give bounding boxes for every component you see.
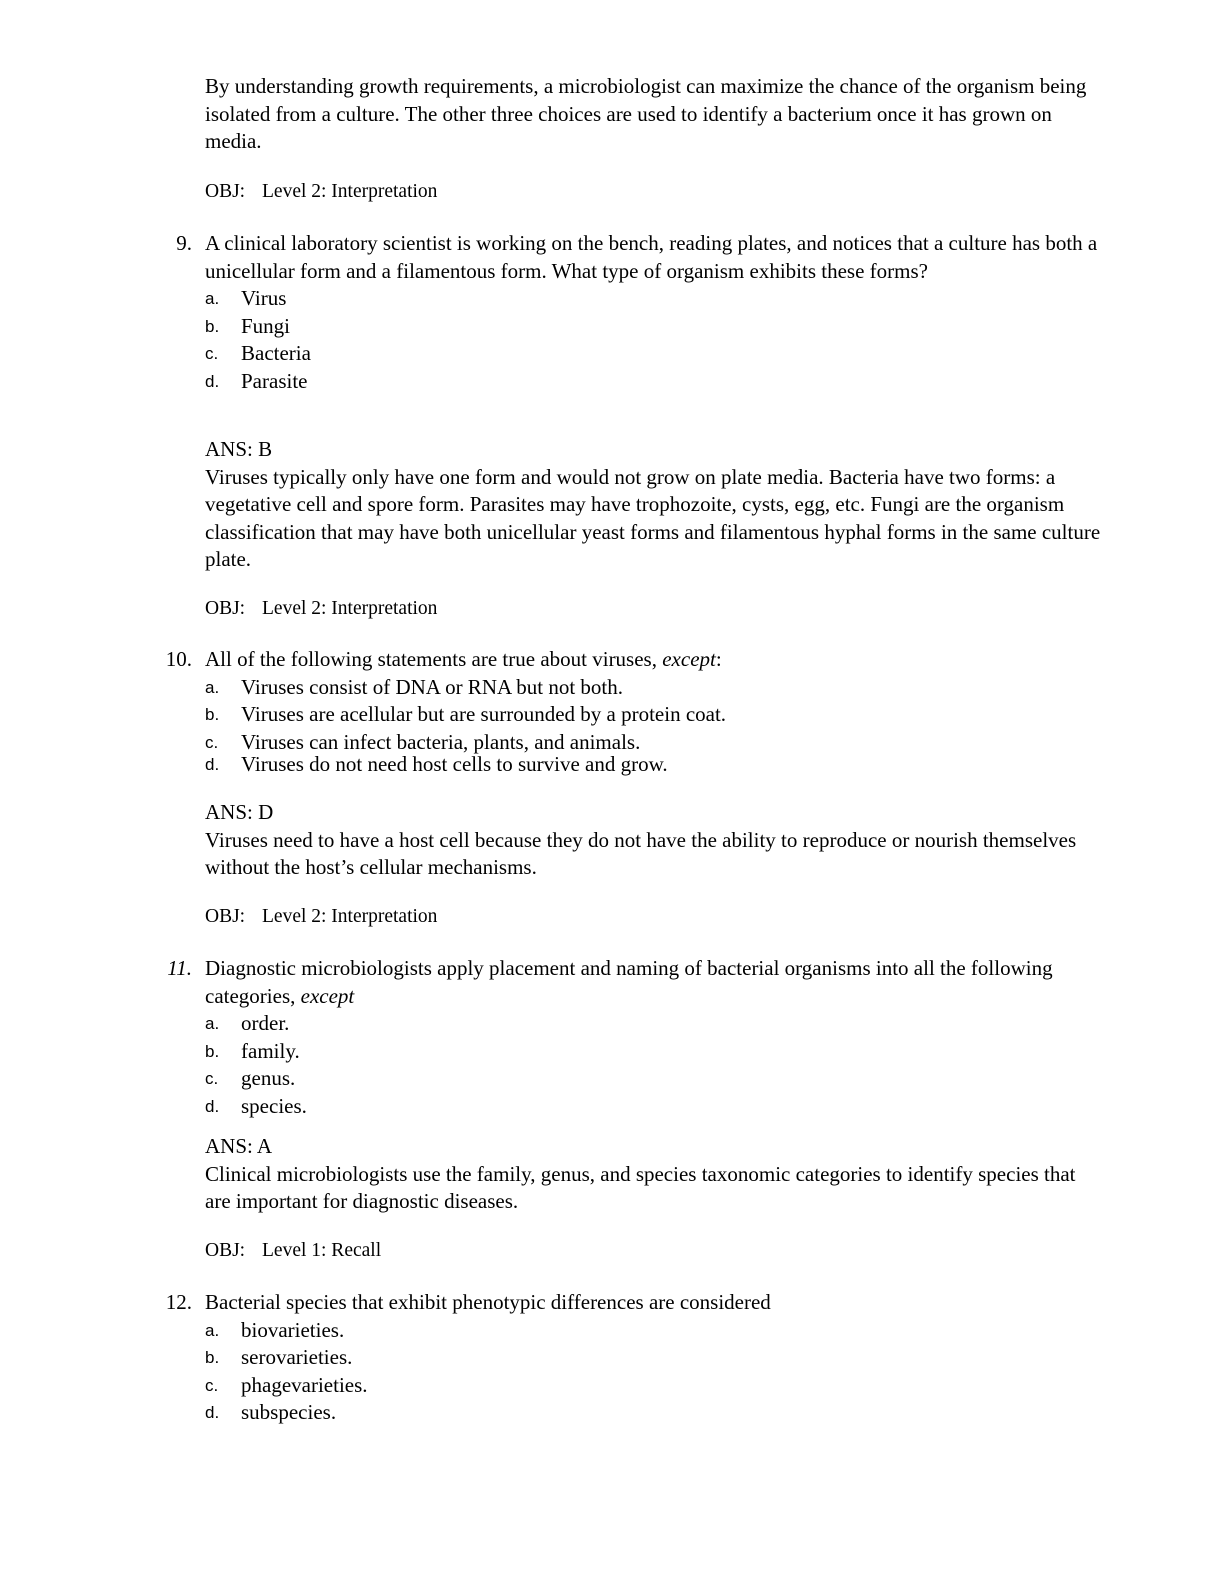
option-text: order.	[241, 1011, 290, 1035]
q10-objective	[205, 903, 437, 931]
option-letter: a.	[205, 1014, 220, 1033]
question-12	[0, 1289, 1120, 1427]
option-letter: b.	[205, 1041, 220, 1061]
option-d	[205, 1399, 1120, 1427]
question-stem	[205, 646, 1105, 674]
stem-emphasis: except	[662, 647, 716, 671]
option-b	[205, 701, 1120, 729]
q10-answer-block	[205, 799, 1105, 882]
q11-answer-block	[205, 1133, 1105, 1216]
stem-text: All of the following statements are true about viruses,	[205, 647, 663, 671]
option-letter: d.	[205, 1096, 220, 1116]
option-c	[205, 340, 1120, 368]
option-d	[205, 368, 1120, 396]
options-list	[205, 1317, 1120, 1427]
question-stem: Bacterial species that exhibit phenotypic differences are considered	[205, 1290, 771, 1314]
question-number: 10.	[165, 647, 192, 671]
option-a	[205, 285, 1120, 313]
option-b	[205, 1038, 1120, 1066]
option-letter: c.	[205, 1069, 219, 1088]
option-letter: b.	[205, 316, 220, 336]
option-text: Viruses can infect bacteria, plants, and animals.	[241, 729, 641, 754]
option-a	[205, 1010, 1120, 1038]
option-text: Viruses do not need host cells to survive and grow.	[241, 751, 668, 776]
obj-value: Level 2: Interpretation	[262, 598, 438, 619]
question-stem: A clinical laboratory scientist is working on the bench, reading plates, and notices that a culture has both a unicellular form and a filamentous form. What type of organism exhibits these forms?	[205, 231, 1098, 283]
option-text: family.	[241, 1038, 300, 1063]
option-text: Parasite	[241, 368, 308, 393]
answer-label: ANS: B	[205, 437, 273, 461]
question-9	[0, 230, 1120, 395]
option-text: Fungi	[241, 313, 291, 338]
q8-explanation: By understanding growth requirements, a microbiologist can maximize the chance of the organism being isolated from a culture. The other three choices are used to identify a bacterium once it has grown on media.	[205, 74, 1087, 153]
question-10	[0, 646, 1120, 778]
option-b	[205, 313, 1120, 341]
option-letter: a.	[205, 677, 220, 697]
option-letter: c.	[205, 344, 219, 363]
option-c	[205, 729, 1120, 754]
options-list	[205, 285, 1120, 395]
obj-value: Level 2: Interpretation	[262, 181, 438, 202]
question-stem	[205, 955, 1105, 1010]
answer-label: ANS: A	[205, 1134, 273, 1158]
obj-value: Level 1: Recall	[262, 1240, 382, 1261]
option-text: genus.	[241, 1066, 296, 1090]
obj-value: Level 2: Interpretation	[262, 906, 438, 927]
option-c	[205, 1372, 1120, 1400]
option-letter: c.	[205, 1375, 219, 1395]
obj-label: OBJ:	[205, 181, 246, 202]
options-list	[205, 674, 1120, 779]
option-letter: a.	[205, 289, 220, 308]
question-11	[0, 955, 1120, 1120]
option-text: Bacteria	[241, 341, 311, 365]
q8-objective	[205, 178, 437, 206]
option-d	[205, 1093, 1120, 1121]
obj-label: OBJ:	[205, 598, 246, 619]
q9-objective	[205, 595, 437, 623]
obj-label: OBJ:	[205, 1240, 246, 1261]
option-text: Viruses consist of DNA or RNA but not both.	[241, 674, 623, 699]
q11-objective	[205, 1237, 381, 1265]
obj-label: OBJ:	[205, 906, 246, 927]
option-text: biovarieties.	[241, 1317, 345, 1342]
option-text: species.	[241, 1093, 307, 1118]
answer-label: ANS: D	[205, 800, 274, 824]
option-letter: d.	[205, 754, 220, 774]
option-a	[205, 674, 1120, 702]
option-b	[205, 1344, 1120, 1372]
option-a	[205, 1317, 1120, 1345]
stem-text: Diagnostic microbiologists apply placement and naming of bacterial organisms into all the following categories,	[205, 956, 1053, 1008]
question-number: 11.	[167, 956, 192, 980]
option-text: Viruses are acellular but are surrounded by a protein coat.	[241, 702, 727, 726]
option-text: serovarieties.	[241, 1345, 353, 1369]
answer-explanation: Clinical microbiologists use the family, genus, and species taxonomic categories to identify species that are important for diagnostic diseases.	[205, 1161, 1076, 1213]
question-number: 12.	[165, 1290, 192, 1314]
option-letter: c.	[205, 732, 219, 752]
option-letter: d.	[205, 1403, 220, 1422]
answer-explanation: Viruses need to have a host cell because they do not have the ability to reproduce or nourish themselves without the host’s cellular mechanisms.	[205, 827, 1077, 879]
question-number: 9.	[176, 231, 192, 255]
option-letter: a.	[205, 1320, 220, 1340]
option-text: Virus	[241, 286, 287, 310]
option-text: phagevarieties.	[241, 1372, 368, 1397]
option-letter: b.	[205, 705, 220, 724]
option-letter: b.	[205, 1348, 220, 1367]
option-d	[205, 751, 1120, 779]
option-letter: d.	[205, 371, 220, 391]
q9-answer-block	[205, 436, 1105, 574]
answer-explanation: Viruses typically only have one form and would not grow on plate media. Bacteria have two forms: a vegetative cell and spore form. Parasites may have trophozoite, cysts, egg, etc. Fungi are the organism classification that may have both unicellular yeast forms and filamentous hyphal forms in the same culture plate.	[205, 464, 1101, 571]
options-list	[205, 1010, 1120, 1120]
option-c	[205, 1065, 1120, 1093]
stem-emphasis: except	[300, 983, 355, 1008]
stem-suffix: :	[715, 647, 722, 671]
option-text: subspecies.	[241, 1400, 337, 1424]
